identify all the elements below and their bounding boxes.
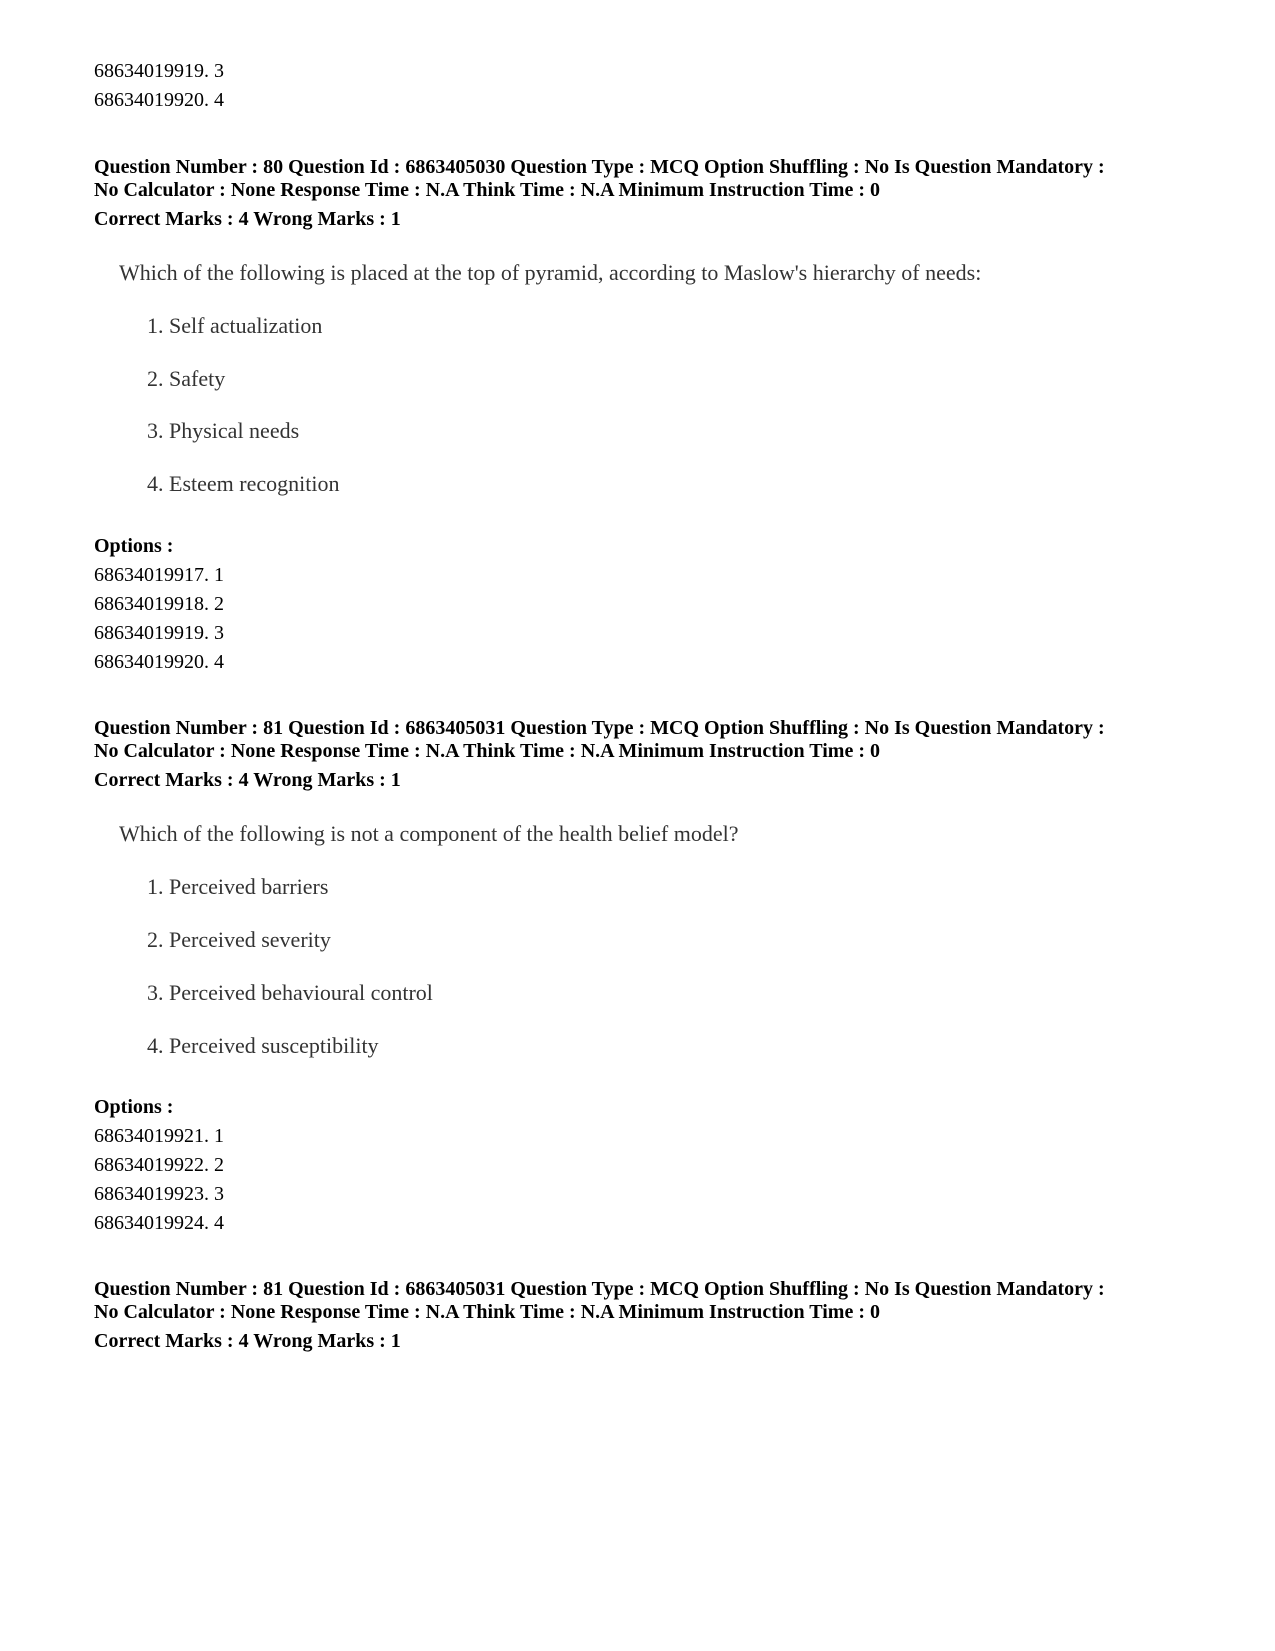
question-choice: 1. Perceived barriers xyxy=(147,874,329,899)
option-item: 68634019918. 2 xyxy=(94,593,224,615)
options-label: Options : xyxy=(94,535,174,557)
question-choice: 2. Safety xyxy=(147,366,226,391)
question-choice: 4. Perceived susceptibility xyxy=(147,1033,379,1058)
question-header-line2: No Calculator : None Response Time : N.A Think Time : N.A Minimum Instruction Time : 0 xyxy=(94,1301,880,1323)
question-choice: 1. Self actualization xyxy=(147,313,323,338)
question-header-line1: Question Number : 81 Question Id : 6863405031 Question Type : MCQ Option Shuffling : No Is Question Mandatory : xyxy=(94,717,1105,739)
question-text: Which of the following is not a component of the health belief model? xyxy=(119,821,739,846)
question-marks: Correct Marks : 4 Wrong Marks : 1 xyxy=(94,208,401,230)
question-header-line2: No Calculator : None Response Time : N.A Think Time : N.A Minimum Instruction Time : 0 xyxy=(94,179,880,201)
option-item: 68634019919. 3 xyxy=(94,622,224,644)
option-item: 68634019919. 3 xyxy=(94,60,224,82)
question-text: Which of the following is placed at the top of pyramid, according to Maslow's hierarchy of needs: xyxy=(119,260,982,285)
option-item: 68634019924. 4 xyxy=(94,1212,224,1234)
option-item: 68634019920. 4 xyxy=(94,89,224,111)
question-choice: 4. Esteem recognition xyxy=(147,471,340,496)
question-header-line1: Question Number : 80 Question Id : 6863405030 Question Type : MCQ Option Shuffling : No Is Question Mandatory : xyxy=(94,156,1105,178)
option-item: 68634019921. 1 xyxy=(94,1125,224,1147)
option-item: 68634019923. 3 xyxy=(94,1183,224,1205)
question-marks: Correct Marks : 4 Wrong Marks : 1 xyxy=(94,769,401,791)
question-header-line1: Question Number : 81 Question Id : 6863405031 Question Type : MCQ Option Shuffling : No Is Question Mandatory : xyxy=(94,1278,1105,1300)
question-marks: Correct Marks : 4 Wrong Marks : 1 xyxy=(94,1330,401,1352)
question-choice: 2. Perceived severity xyxy=(147,927,331,952)
question-choice: 3. Physical needs xyxy=(147,418,300,443)
question-choice: 3. Perceived behavioural control xyxy=(147,980,433,1005)
option-item: 68634019920. 4 xyxy=(94,651,224,673)
option-item: 68634019922. 2 xyxy=(94,1154,224,1176)
option-item: 68634019917. 1 xyxy=(94,564,224,586)
options-label: Options : xyxy=(94,1096,174,1118)
question-header-line2: No Calculator : None Response Time : N.A Think Time : N.A Minimum Instruction Time : 0 xyxy=(94,740,880,762)
